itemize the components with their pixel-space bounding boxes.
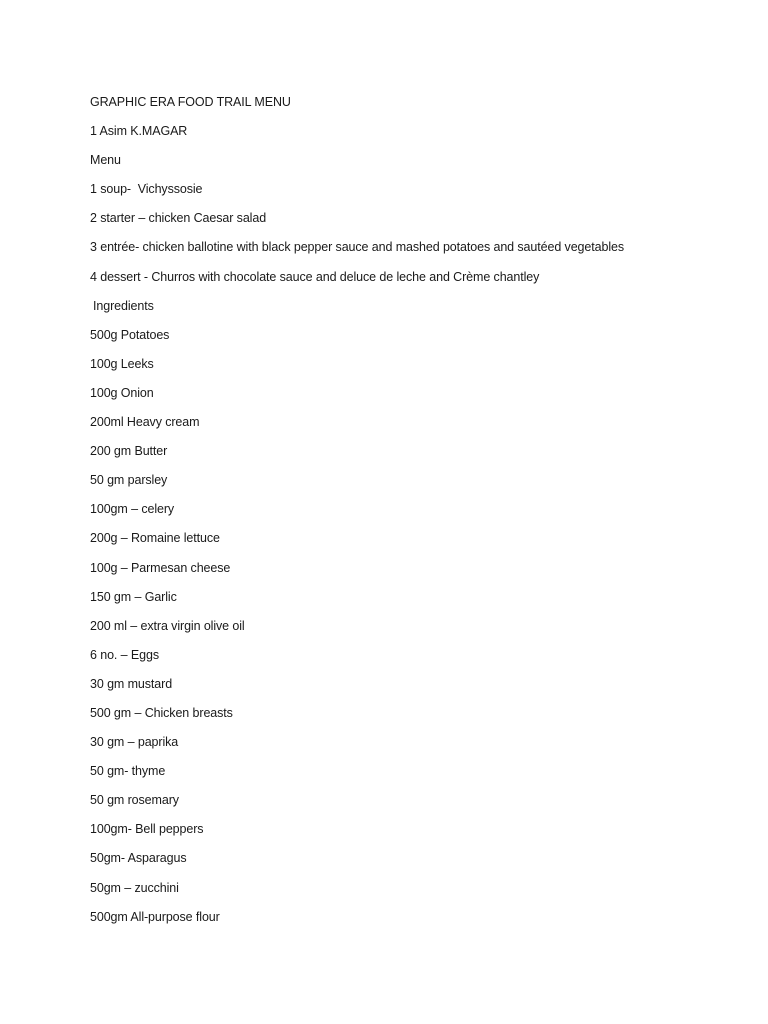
- ingredients-list: [90, 326, 730, 937]
- ingredient-item: 500g Potatoes: [90, 327, 170, 342]
- ingredient-item: 100g Leeks: [90, 356, 154, 371]
- ingredients-heading: Ingredients: [93, 298, 154, 313]
- ingredient-item: 200 ml – extra virgin olive oil: [90, 618, 245, 633]
- ingredient-item: 50 gm rosemary: [90, 793, 179, 808]
- ingredient-item: 200ml Heavy cream: [90, 415, 200, 430]
- ingredient-item: 500gm All-purpose flour: [90, 909, 220, 924]
- menu-heading: Menu: [90, 153, 121, 168]
- menu-item-soup: 1 soup- Vichyssosie: [90, 182, 203, 197]
- ingredient-item: 200g – Romaine lettuce: [90, 531, 220, 546]
- ingredient-item: 500 gm – Chicken breasts: [90, 705, 233, 720]
- document-title: GRAPHIC ERA FOOD TRAIL MENU: [90, 95, 291, 109]
- ingredient-item: 50 gm- thyme: [90, 764, 166, 779]
- document-body: [90, 93, 730, 937]
- menu-item-starter: 2 starter – chicken Caesar salad: [90, 211, 267, 226]
- ingredient-item: 100g – Parmesan cheese: [90, 560, 231, 575]
- ingredient-item: 100g Onion: [90, 385, 154, 400]
- ingredient-item: 50 gm parsley: [90, 473, 168, 488]
- ingredient-item: 200 gm Butter: [90, 444, 168, 459]
- menu-item-dessert: 4 dessert - Churros with chocolate sauce and deluce de leche and Crème chantley: [90, 269, 540, 284]
- participant-name: 1 Asim K.MAGAR: [90, 124, 188, 139]
- ingredient-item: 100gm- Bell peppers: [90, 822, 204, 837]
- menu-item-entree: 3 entrée- chicken ballotine with black pepper sauce and mashed potatoes and sautéed vegetables: [90, 240, 625, 255]
- ingredient-item: 30 gm mustard: [90, 676, 173, 691]
- ingredient-item: 100gm – celery: [90, 502, 175, 517]
- menu-list: [90, 180, 730, 296]
- ingredient-item: 50gm – zucchini: [90, 880, 179, 895]
- ingredient-item: 30 gm – paprika: [90, 735, 179, 750]
- ingredient-item: 6 no. – Eggs: [90, 647, 159, 662]
- ingredient-item: 50gm- Asparagus: [90, 851, 187, 866]
- ingredient-item: 150 gm – Garlic: [90, 589, 177, 604]
